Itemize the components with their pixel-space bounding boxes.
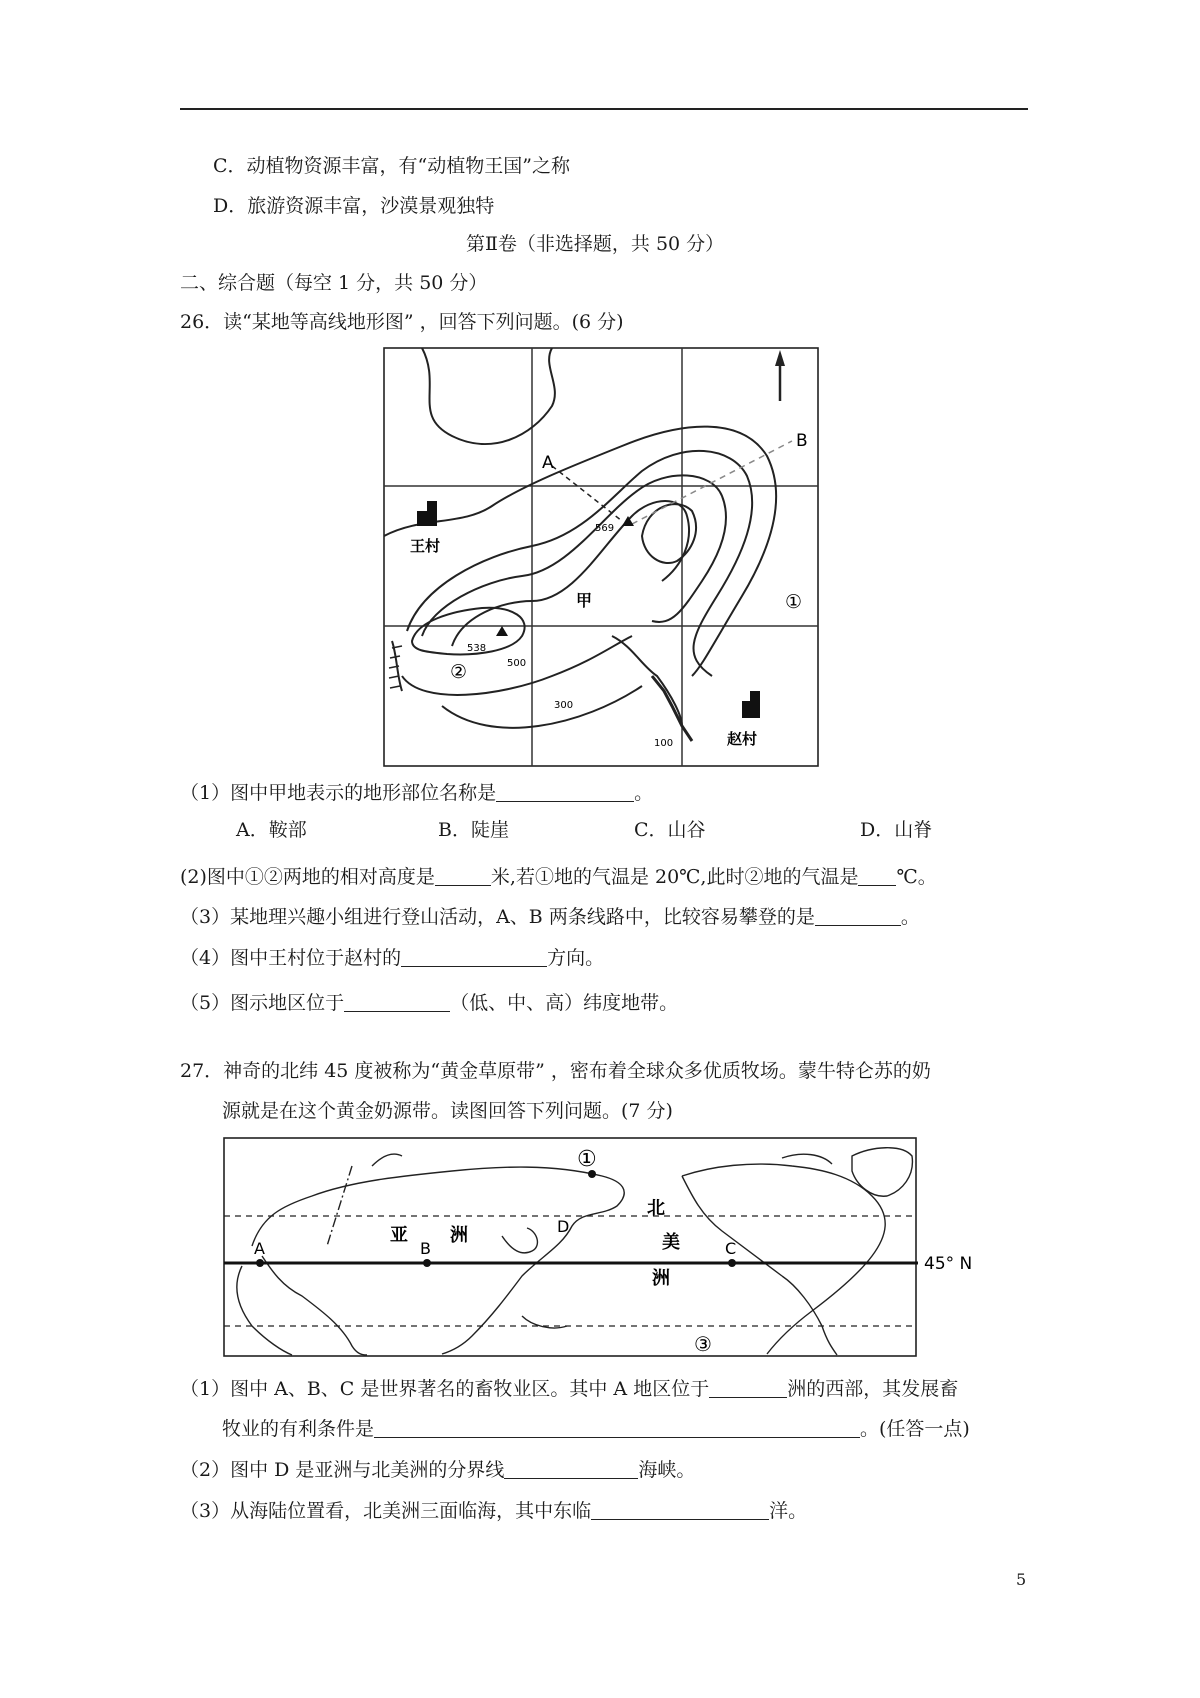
q26-stem: 26．读“某地等高线地形图” ，回答下列问题。(6 分) [180,311,624,333]
label-c2: C [725,1239,737,1258]
option-c-prev: C．动植物资源丰富，有“动植物王国”之称 [213,155,570,177]
answer-blank-8[interactable] [504,1458,638,1479]
answer-blank-5[interactable] [344,991,450,1012]
north-arrowhead-icon [775,350,785,366]
label-elev-500: 500 [507,658,527,669]
village-icon-zhaocun [742,691,760,718]
label-d2: D [557,1217,570,1236]
peak-icon-538 [496,626,508,636]
q27-sub1-cont: 牧业的有利条件是 。(任答一点) [222,1418,970,1440]
answer-blank-7[interactable] [374,1417,860,1438]
label-point-2: ② [450,661,468,683]
option-d-prev: D．旅游资源丰富，沙漠景观独特 [213,195,495,217]
part-heading: 二、综合题（每空 1 分，共 50 分） [180,272,488,294]
answer-blank-4[interactable] [401,946,547,967]
answer-blank-2b[interactable] [858,865,896,886]
q26-option-c: C．山谷 [634,819,706,841]
q26-option-d: D．山脊 [860,819,933,841]
page-number: 5 [1016,1570,1027,1589]
label-point-1b: ① [577,1147,597,1172]
point-b-marker [423,1259,431,1267]
label-point-1: ① [785,591,803,613]
q26-sub2: (2)图中①②两地的相对高度是 米,若①地的气温是 20℃,此时②地的气温是 ℃。 [180,866,937,888]
answer-blank-2a[interactable] [435,865,491,886]
label-a2: A [254,1239,265,1258]
q27-sub3: （3）从海陆位置看，北美洲三面临海，其中东临 洋。 [180,1500,808,1522]
answer-blank-1[interactable] [496,781,634,802]
answer-blank-6[interactable] [709,1377,787,1398]
world-map [222,1136,998,1358]
label-elev-300: 300 [554,700,574,711]
section-title: 第Ⅱ卷（非选择题，共 50 分） [466,233,725,255]
label-45n: 45° N [924,1254,973,1274]
valley-line [652,676,692,741]
label-zhou: 洲 [450,1225,468,1246]
label-elev-569: 569 [595,523,615,534]
answer-blank-9[interactable] [591,1499,769,1520]
q27-stem-line2: 源就是在这个黄金奶源带。读图回答下列问题。(7 分) [222,1100,673,1122]
q26-sub3: （3）某地理兴趣小组进行登山活动，A、B 两条线路中，比较容易攀登的是 。 [180,906,920,928]
label-elev-538: 538 [467,643,487,654]
q26-sub1: （1）图中甲地表示的地形部位名称是 。 [180,782,654,804]
cliff-line [392,641,402,691]
point-c-marker [728,1259,736,1267]
label-ya: 亚 [390,1225,408,1246]
label-mei: 美 [662,1232,680,1253]
point-a-marker [256,1259,264,1267]
contour-map [382,346,820,768]
contour-lines [384,348,776,728]
label-elev-100: 100 [654,738,674,749]
label-jia: 甲 [576,591,593,610]
label-bei: 北 [647,1198,665,1219]
label-b2: B [420,1239,431,1258]
q27-sub1: （1）图中 A、B、C 是世界著名的畜牧业区。其中 A 地区位于 洲的西部，其发展畜 [180,1378,959,1400]
village-icon-wangcun [417,501,437,526]
peak-icon-569 [622,516,634,526]
q26-option-a: A．鞍部 [236,819,307,841]
river-line [612,636,682,726]
label-a: A [542,453,554,473]
q26-sub4: （4）图中王村位于赵村的 方向。 [180,947,605,969]
label-zhou2: 洲 [652,1268,670,1289]
q26-sub5: （5）图示地区位于 （低、中、高）纬度地带。 [180,992,679,1014]
q27-sub2: （2）图中 D 是亚洲与北美洲的分界线 海峡。 [180,1459,696,1481]
label-point-3: ③ [694,1332,712,1356]
q27-stem-line1: 27．神奇的北纬 45 度被称为“黄金草原带” ，密布着全球众多优质牧场。蒙牛特仑苏的奶 [180,1060,931,1082]
label-b: B [796,431,808,451]
q26-option-b: B．陡崖 [438,819,509,841]
label-wangcun: 王村 [410,537,441,555]
route-b [632,441,792,524]
answer-blank-3[interactable] [815,905,901,926]
header-rule [180,108,1028,110]
route-a [552,466,622,521]
label-zhaocun: 赵村 [727,730,758,748]
